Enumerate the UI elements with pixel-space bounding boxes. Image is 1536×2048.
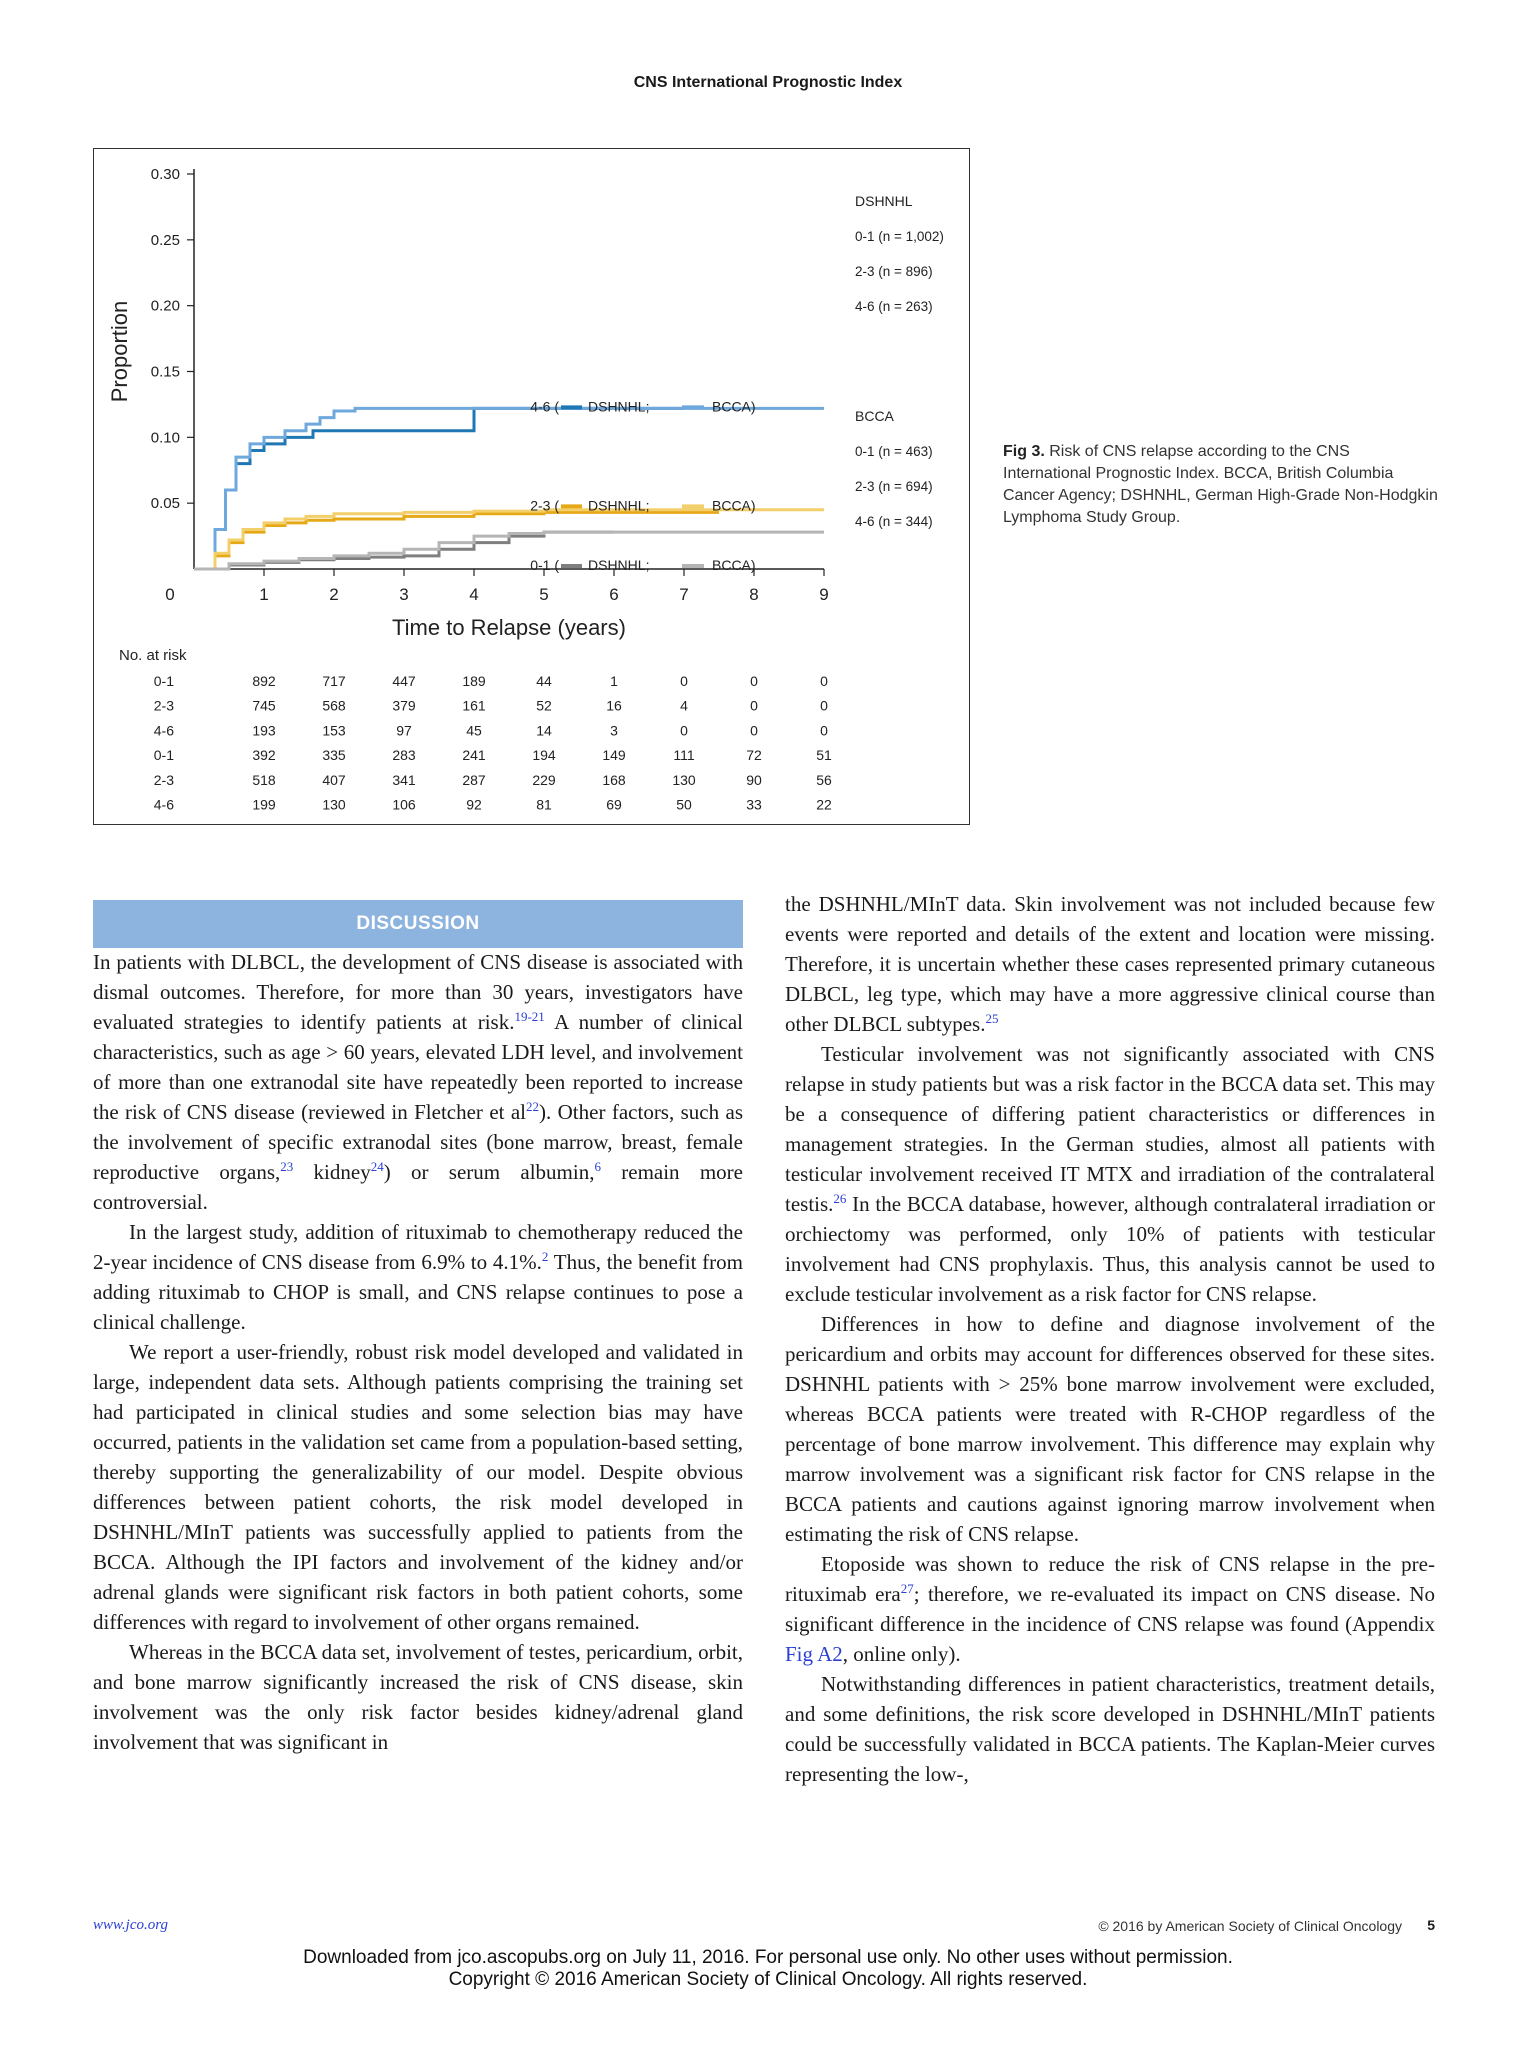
legend-entry: 2-3 (n = 896) [855, 264, 933, 279]
y-axis-label: Proportion [107, 300, 132, 403]
y-tick-label: 0.05 [150, 495, 180, 513]
risk-cell: 130 [322, 796, 346, 813]
legend-entry: 0-1 (n = 463) [855, 444, 933, 459]
risk-cell: 51 [816, 747, 832, 764]
citation-ref[interactable]: 22 [526, 1099, 540, 1114]
risk-cell: 379 [392, 697, 416, 714]
right-column [785, 889, 1435, 1789]
figure-link[interactable]: Fig A2 [785, 1642, 843, 1666]
caption-label: Fig 3. [1003, 443, 1045, 460]
section-header: DISCUSSION [93, 900, 743, 948]
citation-ref[interactable]: 2 [541, 1249, 549, 1264]
citation-ref[interactable]: 19-21 [514, 1009, 545, 1024]
risk-cell: 335 [322, 747, 346, 764]
risk-cell: 568 [322, 697, 346, 714]
risk-cell: 447 [392, 673, 416, 689]
risk-cell: 45 [466, 722, 482, 739]
legend-entry: 2-3 (n = 694) [855, 479, 933, 494]
x-tick-label: 3 [399, 585, 409, 604]
risk-cell: 153 [322, 722, 346, 739]
left-column [93, 947, 743, 1757]
annotation-bcca: BCCA) [712, 497, 756, 514]
risk-cell: 229 [532, 771, 556, 788]
km-chart [94, 149, 968, 823]
paragraph: We report a user-friendly, robust risk model developed and validated in large, independent data sets. Although patients comprising the training set had participated in clinical studies and some selection bias may have occurred, patients in the validation set came from a population-based setting, thereby supporting the generalizability of our model. Despite obvious differences between patient cohorts, the risk model developed in DSHNHL/MInT patients was successfully applied to patients from the BCCA. Although the IPI factors and involvement of the kidney and/or adrenal glands were significant risk factors in both patient cohorts, some differences with regard to involvement of other organs remained. [93, 1340, 743, 1634]
risk-cell: 97 [396, 722, 412, 739]
y-tick-label: 0.10 [150, 429, 180, 447]
risk-cell: 392 [252, 747, 276, 764]
risk-row-label: 4-6 [153, 722, 174, 739]
risk-cell: 717 [322, 673, 346, 689]
risk-cell: 161 [462, 697, 486, 714]
download-line: Downloaded from jco.ascopubs.org on July 11, 2016. For personal use only. No other uses without permission. [303, 1947, 1233, 1968]
annotation-bcca: BCCA) [712, 398, 756, 415]
risk-cell: 168 [602, 771, 626, 788]
risk-cell: 0 [820, 697, 828, 714]
risk-cell: 33 [746, 796, 762, 813]
paragraph: In the largest study, addition of rituximab to chemotherapy reduced the 2-year incidence of CNS disease from 6.9% to 4.1%.$^2$ Thus, the benefit from adding rituximab to CHOP is small, and CNS relapse continues to pose a clinical challenge. [93, 1220, 743, 1334]
risk-cell: 518 [252, 771, 276, 788]
paragraph: the DSHNHL/MInT data. Skin involvement was not included because few events were reported and details of the extent and location were missing. Therefore, it is uncertain whether these cases represented primary cutaneous DLBCL, leg type, which may have a more aggressive clinical course than other DLBCL subtypes.$^{25}$ [785, 892, 1435, 1036]
risk-cell: 199 [252, 796, 276, 813]
x-tick-label: 5 [539, 585, 549, 604]
risk-cell: 194 [532, 747, 556, 764]
annotation-group: 2-3 ( [530, 497, 559, 514]
risk-cell: 283 [392, 747, 416, 764]
risk-cell: 111 [673, 747, 695, 764]
risk-cell: 22 [816, 796, 832, 813]
risk-cell: 4 [680, 697, 688, 714]
paragraph: Whereas in the BCCA data set, involvement of testes, pericardium, orbit, and bone marrow significantly increased the risk of CNS disease, skin involvement was the only risk factor besides kidney/adrenal gland involvement that was significant in [93, 1640, 743, 1754]
risk-row-label: 0-1 [153, 747, 174, 764]
risk-cell: 106 [392, 796, 416, 813]
paragraph: Differences in how to define and diagnose involvement of the pericardium and orbits may account for differences observed for these sites. DSHNHL patients with > 25% bone marrow involvement were excluded, whereas BCCA patients were treated with R-CHOP regardless of the percentage of bone marrow involvement. This difference may explain why marrow involvement was a significant risk factor for CNS relapse in the BCCA patients and cautions against ignoring marrow involvement when estimating the risk of CNS relapse. [785, 1312, 1435, 1546]
paragraph: In patients with DLBCL, the development of CNS disease is associated with dismal outcomes. Therefore, for more than 30 years, investigators have evaluated strategies to identify patients at risk.$^{19-21}$ A number of clinical characteristics, such as age > 60 years, elevated LDH level, and involvement of more than one extranodal site have repeatedly been reported to increase the risk of CNS disease (reviewed in Fletcher et al$^{22}$). Other factors, such as the involvement of specific extranodal sites (bone marrow, breast, female reproductive organs,$^{23}$ kidney$^{24}$) or serum albumin,$^6$ remain more controversial. [93, 950, 743, 1214]
risk-cell: 72 [746, 747, 762, 764]
x-tick-label: 4 [469, 585, 479, 604]
risk-cell: 92 [466, 796, 482, 813]
download-notice [0, 1947, 1536, 1991]
risk-cell: 0 [750, 673, 758, 689]
risk-cell: 287 [462, 771, 486, 788]
risk-cell: 407 [322, 771, 346, 788]
y-tick-label: 0.25 [150, 231, 180, 249]
copyright-line: Copyright © 2016 American Society of Clinical Oncology. All rights reserved. [448, 1969, 1088, 1990]
citation-ref[interactable]: 26 [833, 1191, 847, 1206]
legend-entry: 0-1 (n = 1,002) [855, 229, 944, 244]
risk-cell: 69 [606, 796, 622, 813]
legend-title: DSHNHL [855, 193, 913, 209]
y-tick-label: 0.15 [150, 363, 180, 381]
x-tick-label: 9 [819, 585, 829, 604]
risk-cell: 0 [820, 722, 828, 739]
y-tick-label: 0.20 [150, 297, 180, 315]
paragraph: Testicular involvement was not significantly associated with CNS relapse in study patients but was a risk factor in the BCCA data set. This may be a consequence of differing patient characteristics or differences in management strategies. In the German studies, almost all patients with testicular involvement received IT MTX and irradiation of the contralateral testis.$^{26}$ In the BCCA database, however, although contralateral irradiation or orchiectomy was performed, only 10% of patients with testicular involvement had CNS prophylaxis. Thus, this analysis cannot be used to exclude testicular involvement as a risk factor for CNS relapse. [785, 1042, 1435, 1306]
y-tick-label: 0.30 [150, 166, 180, 183]
figure-frame [93, 148, 970, 825]
annotation-dshnhl: DSHNHL; [588, 557, 650, 574]
risk-row-label: 4-6 [153, 796, 174, 813]
citation-ref[interactable]: 24 [370, 1159, 384, 1174]
risk-cell: 14 [536, 722, 552, 739]
page-number: 5 [1427, 1917, 1435, 1933]
risk-cell: 193 [252, 722, 276, 739]
risk-cell: 341 [392, 771, 416, 788]
legend-title: BCCA [855, 408, 894, 424]
x-tick-label: 1 [259, 585, 269, 604]
paragraph: Etoposide was shown to reduce the risk of CNS relapse in the pre-rituximab era$^{27}$; therefore, we re-evaluated its impact on CNS disease. No significant difference in the incidence of CNS relapse was found (Appendix Fig A2, online only). [785, 1552, 1435, 1666]
risk-cell: 0 [750, 697, 758, 714]
risk-cell: 16 [606, 697, 622, 714]
risk-cell: 3 [610, 722, 618, 739]
risk-cell: 50 [676, 796, 692, 813]
annotation-dshnhl: DSHNHL; [588, 497, 650, 514]
x-tick-label: 8 [749, 585, 759, 604]
annotation-bcca: BCCA) [712, 557, 756, 574]
citation-ref[interactable]: 27 [900, 1581, 914, 1596]
x-tick-label: 2 [329, 585, 339, 604]
x-tick-label: 7 [679, 585, 689, 604]
legend-entry: 4-6 (n = 344) [855, 514, 933, 529]
annotation-group: 4-6 ( [530, 398, 559, 415]
annotation-dshnhl: DSHNHL; [588, 398, 650, 415]
risk-cell: 745 [252, 697, 276, 714]
paragraph: Notwithstanding differences in patient characteristics, treatment details, and some definitions, the risk score developed in DSHNHL/MInT patients could be successfully validated in BCCA patients. The Kaplan-Meier curves representing the low-, [785, 1672, 1435, 1786]
risk-cell: 130 [672, 771, 696, 788]
risk-cell: 44 [536, 673, 552, 689]
risk-cell: 892 [252, 673, 276, 689]
figure-caption [1003, 441, 1439, 529]
risk-cell: 56 [816, 771, 832, 788]
risk-cell: 0 [820, 673, 828, 689]
risk-cell: 90 [746, 771, 762, 788]
running-title: CNS International Prognostic Index [633, 74, 903, 91]
risk-cell: 52 [536, 697, 552, 714]
risk-cell: 241 [462, 747, 486, 764]
x-tick-label: 0 [165, 585, 175, 604]
copyright-text: © 2016 by American Society of Clinical Oncology [1098, 1918, 1402, 1934]
series-bcca_46 [194, 408, 824, 569]
caption-text: Risk of CNS relapse according to the CNS International Prognostic Index. BCCA, British Columbia Cancer Agency; DSHNHL, German High-Grade Non-Hodgkin Lymphoma Study Group. [1003, 443, 1438, 526]
risk-table-title: No. at risk [119, 647, 187, 664]
legend-entry: 4-6 (n = 263) [855, 299, 933, 314]
risk-row-label: 2-3 [153, 697, 174, 714]
risk-row-label: 2-3 [153, 771, 174, 788]
risk-cell: 0 [680, 673, 688, 689]
citation-ref[interactable]: 25 [985, 1011, 999, 1026]
x-tick-label: 6 [609, 585, 619, 604]
journal-link[interactable]: www.jco.org [93, 1917, 169, 1933]
risk-cell: 149 [602, 747, 626, 764]
citation-ref[interactable]: 23 [280, 1159, 294, 1174]
citation-ref[interactable]: 6 [594, 1159, 601, 1174]
risk-cell: 81 [536, 796, 552, 813]
risk-cell: 1 [610, 673, 618, 689]
risk-cell: 0 [680, 722, 688, 739]
risk-cell: 189 [462, 673, 486, 689]
x-axis-label: Time to Relapse (years) [392, 615, 626, 640]
risk-row-label: 0-1 [153, 673, 174, 689]
annotation-group: 0-1 ( [530, 557, 559, 574]
risk-cell: 0 [750, 722, 758, 739]
